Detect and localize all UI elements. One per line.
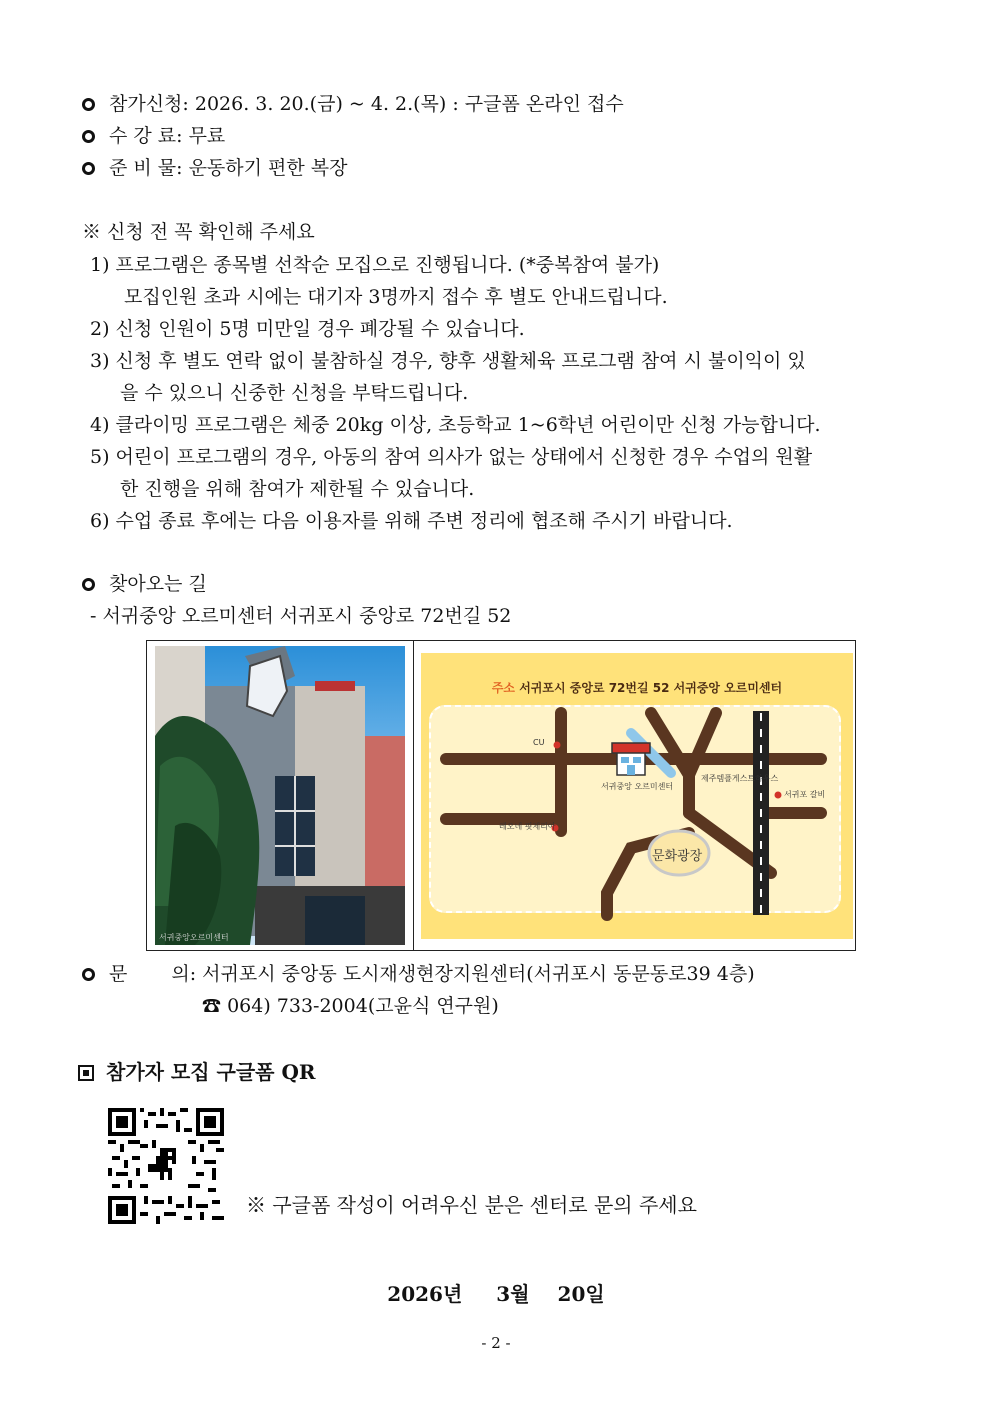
contact-line — [82, 962, 755, 986]
apply-period-line — [82, 92, 624, 116]
date-month: 3월 — [496, 1282, 530, 1306]
location-map — [421, 653, 853, 939]
document-date — [0, 1278, 992, 1307]
preparation-text: 준 비 물: 운동하기 편한 복장 — [109, 157, 348, 179]
label-center: 서귀중앙 오르미센터 — [601, 782, 674, 791]
notice-item-1: 1) 프로그램은 종목별 선착순 모집으로 진행됩니다. (*중복참여 불가) — [90, 254, 660, 276]
notice-item-2: 2) 신청 인원이 5명 미만일 경우 폐강될 수 있습니다. — [90, 318, 525, 340]
contact-phone: 064) 733-2004(고윤식 연구원) — [227, 995, 499, 1017]
notice-item-1-cont: 모집인원 초과 시에는 대기자 3명까지 접수 후 별도 안내드립니다. — [124, 286, 668, 308]
center-building-icon — [612, 743, 650, 775]
circle-bullet-icon — [82, 98, 95, 111]
apply-period-text: 참가신청: 2026. 3. 20.(금) ~ 4. 2.(목) : 구글폼 온라인 접수 — [109, 93, 624, 115]
notice-item-5-cont: 한 진행을 위해 참여가 제한될 수 있습니다. — [120, 478, 475, 500]
qr-note: ※ 구글폼 작성이 어려우신 분은 센터로 문의 주세요 — [246, 1193, 697, 1217]
label-pizza: 레오네 핏제리아 — [499, 822, 556, 831]
label-cu: CU — [533, 738, 545, 747]
notice-item-3-cont: 을 수 있으니 신중한 신청을 부탁드립니다. — [120, 382, 469, 404]
phone-icon: ☎ — [202, 995, 222, 1017]
qr-heading: 참가자 모집 구글폼 QR — [106, 1060, 316, 1084]
map-title-prefix: 주소 — [491, 681, 516, 695]
location-figure — [146, 640, 856, 951]
qr-code-icon[interactable] — [108, 1108, 224, 1224]
notice-item-6: 6) 수업 종료 후에는 다음 이용자를 위해 주변 정리에 협조해 주시기 바랍니다. — [90, 510, 733, 532]
qr-heading-line — [78, 1060, 316, 1084]
label-guesthouse: 제주템플게스트하우스 — [701, 774, 779, 783]
notice-item-5: 5) 어린이 프로그램의 경우, 아동의 참여 의사가 없는 상태에서 신청한 경우 수업의 원활 — [90, 446, 813, 468]
contact-label: 문 — [109, 963, 128, 985]
map-title-rest: 서귀포시 중앙로 72번길 52 서귀중앙 오르미센터 — [519, 681, 783, 695]
label-plaza: 문화광장 — [652, 849, 703, 864]
figure-divider — [413, 641, 414, 950]
directions-heading-line — [82, 572, 207, 596]
building-photo — [155, 646, 405, 945]
notice-heading: ※ 신청 전 꼭 확인해 주세요 — [82, 221, 315, 243]
circle-bullet-icon — [82, 162, 95, 175]
page-number: - 2 - — [481, 1334, 511, 1352]
fee-line — [82, 124, 225, 148]
circle-bullet-icon — [82, 130, 95, 143]
date-day: 20일 — [557, 1282, 605, 1306]
notice-item-3: 3) 신청 후 별도 연락 없이 불참하실 경우, 향후 생활체육 프로그램 참여 시 불이익이 있 — [90, 350, 806, 372]
directions-heading: 찾아오는 길 — [109, 573, 207, 595]
circle-bullet-icon — [82, 578, 95, 591]
photo-caption: 서귀중앙오르미센터 — [159, 933, 229, 942]
square-bullet-icon — [78, 1065, 94, 1081]
label-galbi: 서귀포 갈비 — [784, 790, 826, 799]
circle-bullet-icon — [82, 968, 95, 981]
building-illustration — [155, 646, 405, 945]
contact-org: 서귀포시 중앙동 도시재생현장지원센터(서귀포시 동문동로39 4층) — [202, 963, 755, 985]
preparation-line — [82, 156, 348, 180]
date-year: 2026년 — [387, 1282, 463, 1306]
notice-item-4: 4) 클라이밍 프로그램은 체중 20kg 이상, 초등학교 1~6학년 어린이만 신청 가능합니다. — [90, 414, 821, 436]
fee-text: 수 강 료: 무료 — [109, 125, 226, 147]
directions-address: - 서귀중앙 오르미센터 서귀포시 중앙로 72번길 52 — [90, 605, 512, 627]
contact-phone-line — [202, 994, 499, 1018]
contact-label-colon: 의: — [171, 963, 197, 985]
